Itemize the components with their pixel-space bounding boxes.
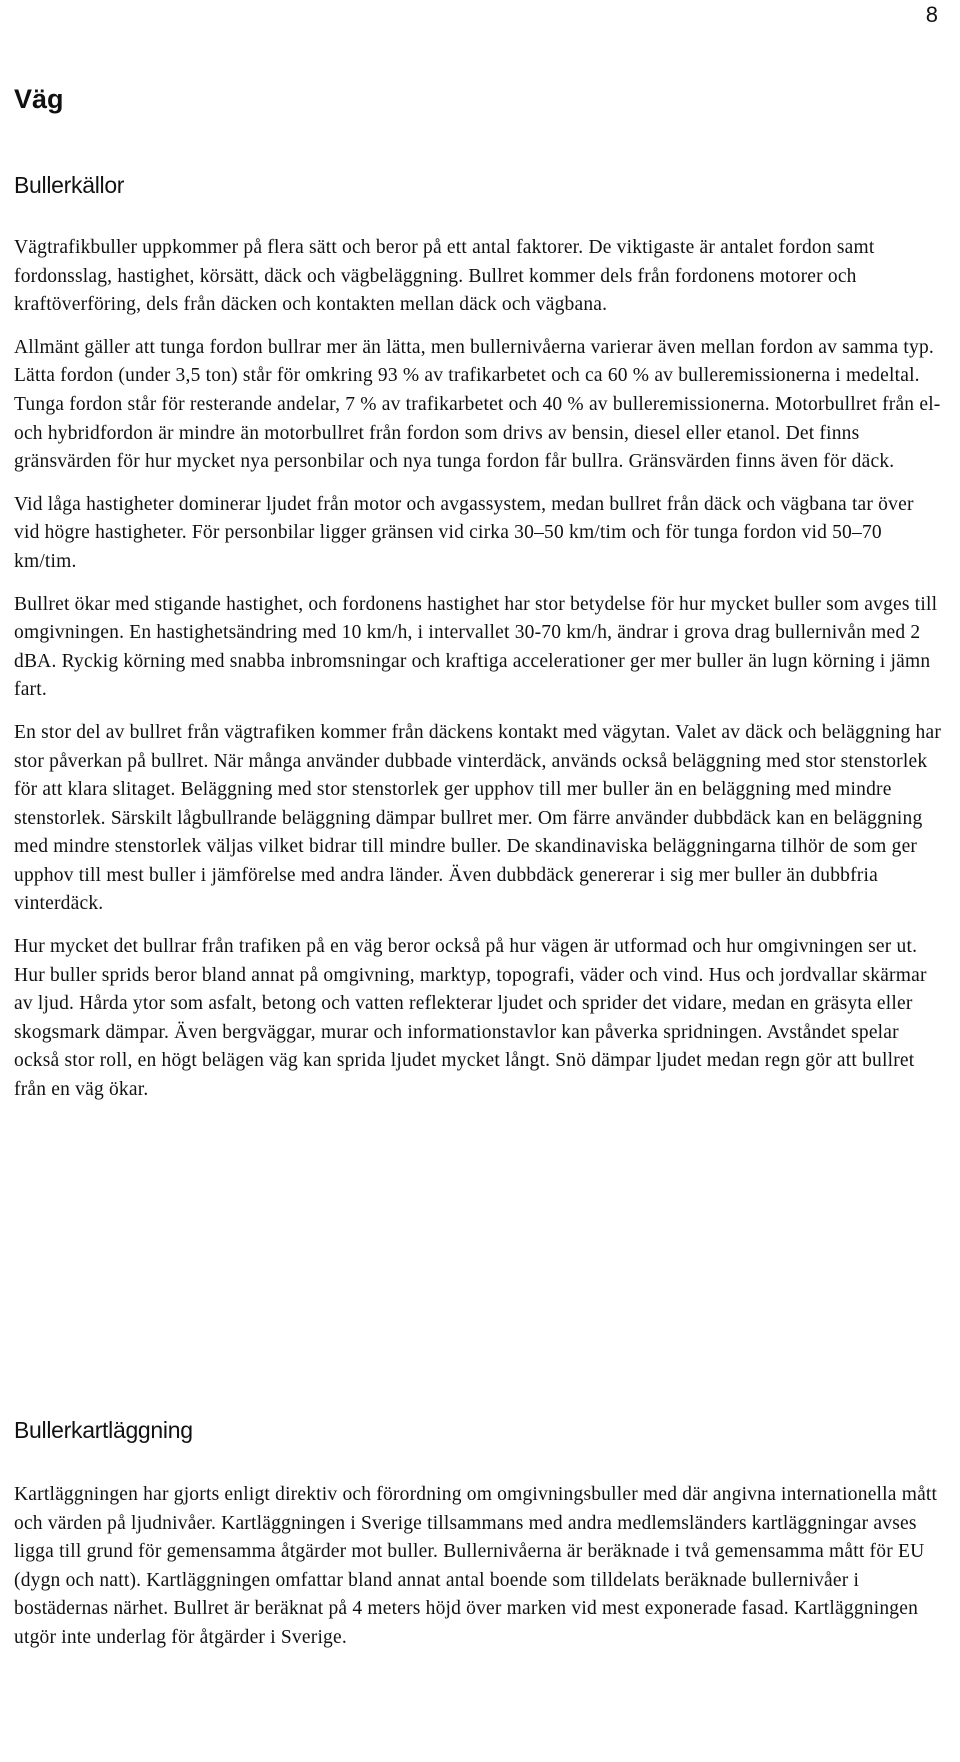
paragraph: Hur mycket det bullrar från trafiken på en väg beror också på hur vägen är utformad och hur omgivningen ser ut. Hur buller sprids beror bland annat på omgivning, marktyp, topografi, väder och vind. Hus och jordvallar skärmar av ljud. Hårda ytor som asfalt, betong och vatten reflekterar ljudet och sprider det vidare, medan en gräsyta eller skogsmark dämpar. Även bergväggar, murar och informationstavlor kan påverka spridningen. Avståndet spelar också stor roll, en högt belägen väg kan sprida ljudet mycket långt. Snö dämpar ljudet medan regn gör att bullret från en väg ökar. — [14, 936, 927, 1101]
section-heading-bullerkallor: Bullerkällor — [14, 172, 125, 198]
paragraph: Allmänt gäller att tunga fordon bullrar mer än lätta, men bullernivåerna varierar även mellan fordon av samma typ. Lätta fordon (under 3,5 ton) står för omkring 93 % av trafikarbetet och ca 60 % av bulleremissionerna i medeltal. Tunga fordon står för resterande andelar, 7 % av trafikarbetet och 40 % av bulleremissionerna. Motorbullret från el- och hybridfordon är mindre än motorbullret från fordon som drivs av bensin, diesel eller etanol. Det finns gränsvärden för hur mycket nya personbilar och nya tunga fordon får bullra. Gränsvärden finns även för däck. — [14, 336, 941, 473]
section-body-bullerkartlaggning — [14, 1481, 944, 1667]
paragraph: Bullret ökar med stigande hastighet, och fordonens hastighet har stor betydelse för hur mycket buller som avges till omgivningen. En hastighetsändring med 10 km/h, i intervallet 30-70 km/h, ändrar i grova drag bullernivån med 2 dBA. Ryckig körning med snabba inbromsningar och kraftiga accelerationer ger mer buller än lugn körning i jämn fart. — [14, 593, 938, 701]
page-title: Väg — [14, 84, 64, 114]
paragraph: Vid låga hastigheter dominerar ljudet från motor och avgassystem, medan bullret från däck och vägbana tar över vid högre hastigheter. För personbilar ligger gränsen vid cirka 30–50 km/tim och för tunga fordon vid 50–70 km/tim. — [14, 493, 914, 572]
page-number: 8 — [925, 2, 938, 27]
section-heading-bullerkartlaggning: Bullerkartläggning — [14, 1417, 193, 1443]
paragraph: Vägtrafikbuller uppkommer på flera sätt och beror på ett antal faktorer. De viktigaste är antalet fordon samt fordonsslag, hastighet, körsätt, däck och vägbeläggning. Bullret kommer dels från fordonens motorer och kraftöverföring, dels från däcken och kontakten mellan däck och vägbana. — [14, 237, 875, 316]
paragraph: Kartläggningen har gjorts enligt direktiv och förordning om omgivningsbuller med där angivna internationella mått och värden på ljudnivåer. Kartläggningen i Sverige tillsammans med andra medlemsländers kartläggningar avses ligga till grund för gemensamma åtgärder mot buller. Bullernivåerna är beräknade i två gemensamma mått för EU (dygn och natt). Kartläggningen omfattar bland annat antal boende som tilldelats beräknade bullernivåer i bostädernas närhet. Bullret är beräknat på 4 meters höjd över marken vid mest exponerade fasad. Kartläggningen utgör inte underlag för åtgärder i Sverige. — [14, 1484, 938, 1648]
paragraph: En stor del av bullret från vägtrafiken kommer från däckens kontakt med vägytan. Valet av däck och beläggning har stor påverkan på bullret. När många använder dubbade vinterdäck, används också beläggning med stor stenstorlek för att klara slitaget. Beläggning med stor stenstorlek ger upphov till mer buller än en beläggning med mindre stenstorlek. Särskilt lågbullrande beläggning dämpar bullret mer. Om färre använder dubbdäck kan en beläggning med mindre stenstorlek väljas vilket bidrar till mindre buller. De skandinaviska beläggningarna tilhör de som ger upphov till mest buller i jämförelse med andra länder. Även dubbdäck genererar i sig mer buller än dubbfria vinterdäck. — [14, 721, 942, 915]
section-body-bullerkallor — [14, 234, 944, 1119]
